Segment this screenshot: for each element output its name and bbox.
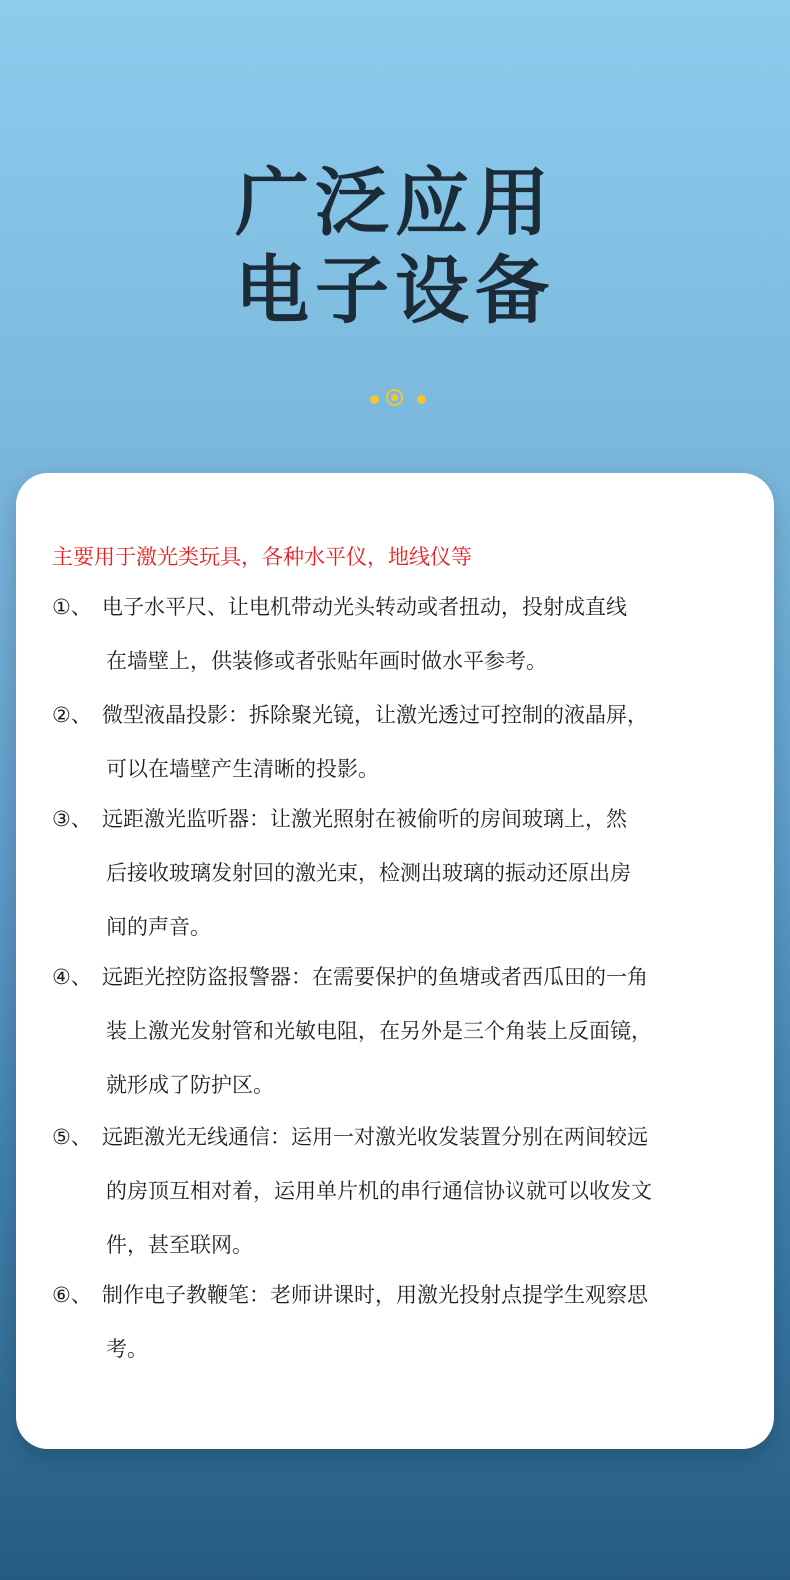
target-dot-icon — [386, 389, 403, 406]
item-line: 后接收玻璃发射回的激光束，检测出玻璃的振动还原出房 — [106, 861, 631, 885]
intro-text: 主要用于激光类玩具，各种水平仪，地线仪等 — [52, 545, 472, 569]
item-line: 件，甚至联网。 — [106, 1233, 253, 1257]
item-line: 电子水平尺、让电机带动光头转动或者扭动，投射成直线 — [102, 595, 627, 619]
item-line: 微型液晶投影：拆除聚光镜，让激光透过可控制的液晶屏， — [102, 703, 648, 727]
list-item — [52, 1110, 752, 1272]
list-item — [52, 792, 752, 954]
dot-icon — [370, 395, 379, 404]
list-item — [52, 950, 752, 1112]
item-line: 在墙壁上，供装修或者张贴年画时做水平参考。 — [106, 649, 547, 673]
item-line: 远距激光无线通信：运用一对激光收发装置分别在两间较远 — [102, 1125, 648, 1149]
item-line: 间的声音。 — [106, 915, 211, 939]
item-number: ⑤、 — [52, 1125, 92, 1149]
hero-title-line1: 广泛应用 — [235, 160, 555, 246]
item-line: 制作电子教鞭笔：老师讲课时，用激光投射点提学生观察思 — [102, 1283, 648, 1307]
item-line: 就形成了防护区。 — [106, 1073, 274, 1097]
item-line: 远距激光监听器：让激光照射在被偷听的房间玻璃上，然 — [102, 807, 627, 831]
item-line: 考。 — [106, 1337, 148, 1361]
item-number: ②、 — [52, 703, 92, 727]
item-number: ①、 — [52, 595, 92, 619]
dot-icon — [417, 395, 426, 404]
hero-title-line2: 电子设备 — [235, 248, 555, 334]
decorative-dots — [365, 388, 429, 412]
item-line: 远距光控防盗报警器：在需要保护的鱼塘或者西瓜田的一角 — [102, 965, 648, 989]
list-item — [52, 688, 752, 796]
list-item — [52, 580, 752, 688]
item-number: ⑥、 — [52, 1283, 92, 1307]
item-line: 可以在墙壁产生清晰的投影。 — [106, 757, 379, 781]
item-line: 的房顶互相对着，运用单片机的串行通信协议就可以收发文 — [106, 1179, 652, 1203]
item-number: ③、 — [52, 807, 92, 831]
item-line: 装上激光发射管和光敏电阻，在另外是三个角装上反面镜， — [106, 1019, 652, 1043]
item-number: ④、 — [52, 965, 92, 989]
list-item — [52, 1268, 752, 1376]
